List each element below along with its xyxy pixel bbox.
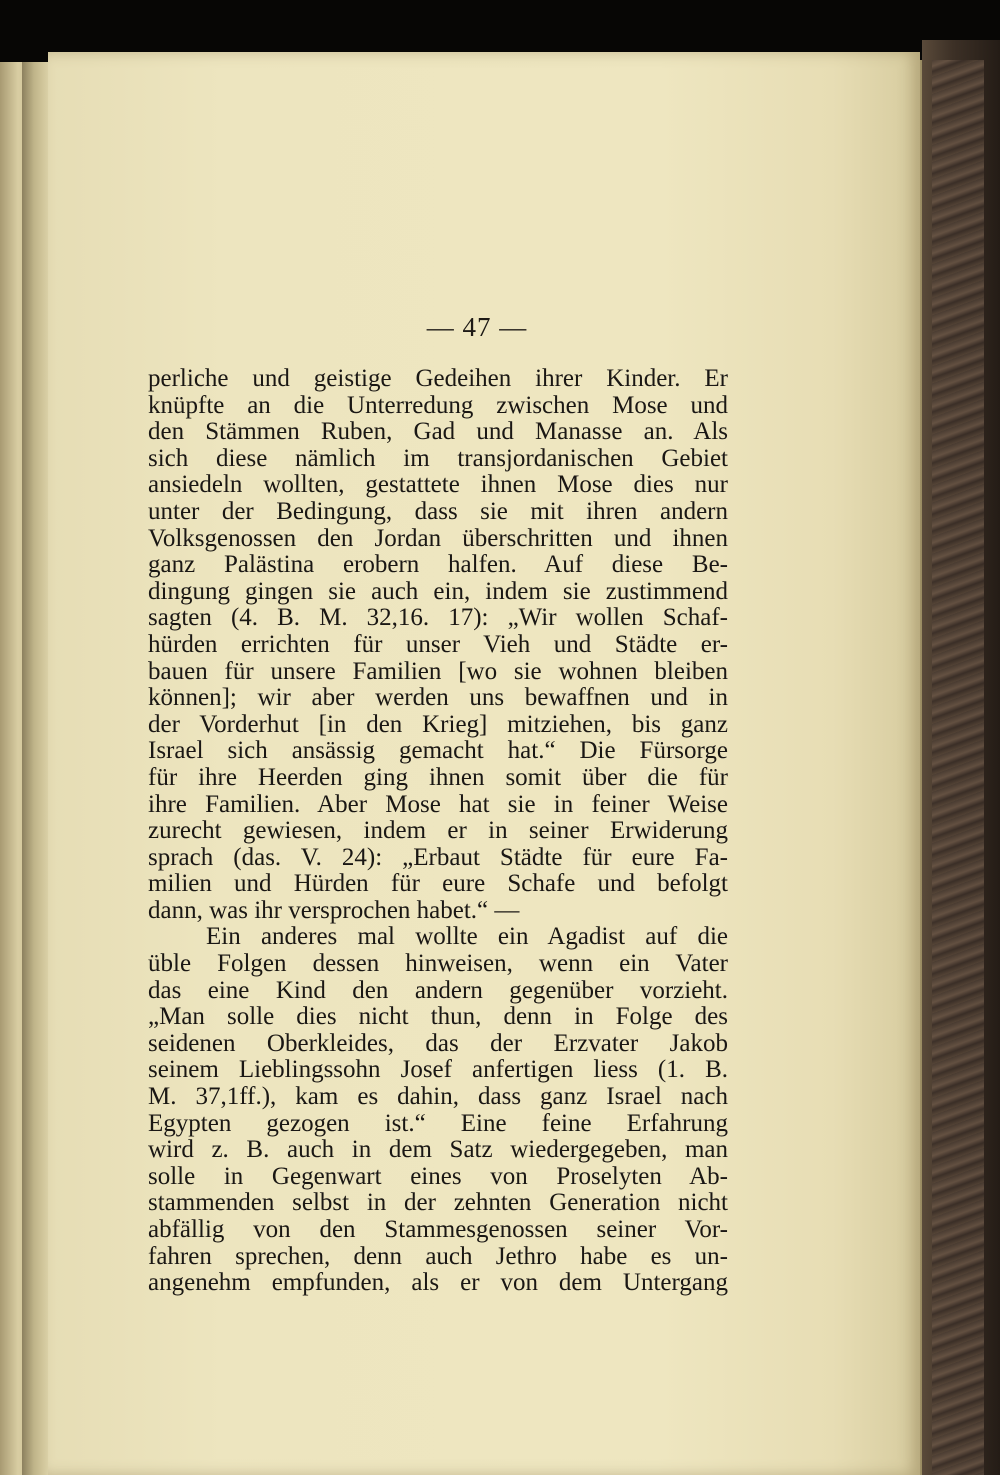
page-number: — 47 — [426,312,528,342]
text-line: ihre Familien. Aber Mose hat sie in feiner Weise [148,790,728,818]
text-line: hürden errichten für unser Vieh und Städte er- [148,630,728,658]
text-line: sich diese nämlich im transjordanischen Gebiet [148,444,728,472]
text-line: Ein anderes mal wollte ein Agadist auf die [206,923,728,951]
text-line: abfällig von den Stammesgenossen seiner Vor- [148,1216,728,1243]
text-line: Egypten gezogen ist.“ Eine feine Erfahrung [148,1109,728,1137]
text-line: sprach (das. V. 24): „Erbaut Städte für eure Fa- [148,843,728,871]
text-line: dann, was ihr versprochen habet.“ — [148,896,520,924]
text-line: dingung gingen sie auch ein, indem sie zustimmend [148,577,728,605]
text-line: milien und Hürden für eure Schafe und befolgt [148,870,728,898]
text-line: ganz Palästina erobern halfen. Auf diese Be- [148,551,728,579]
text-line: „Man solle dies nicht thun, denn in Folge des [148,1003,728,1031]
text-line: zurecht gewiesen, indem er in seiner Erwiderung [148,817,728,845]
text-line: seinem Lieblingssohn Josef anfertigen liess (1. B. [148,1056,728,1084]
text-line: unter der Bedingung, dass sie mit ihren andern [148,497,728,525]
text-line: angenehm empfunden, als er von dem Untergang [148,1269,728,1297]
text-line: fahren sprechen, denn auch Jethro habe es un- [148,1242,728,1270]
text-line: knüpfte an die Unterredung zwischen Mose und [148,391,728,419]
text-line: den Stämmen Ruben, Gad und Manasse an. Als [148,418,728,446]
text-line: können]; wir aber werden uns bewaffnen und in [148,684,728,712]
text-line: das eine Kind den andern gegenüber vorzieht. [148,976,728,1004]
text-line: sagten (4. B. M. 32,16. 17): „Wir wollen Schaf- [148,604,728,632]
text-line: Israel sich ansässig gemacht hat.“ Die Fürsorge [148,737,728,765]
text-line: M. 37,1ff.), kam es dahin, dass ganz Israel nach [148,1083,728,1111]
marbled-cover-board [932,60,984,1475]
text-line: seidenen Oberkleides, das der Erzvater Jakob [148,1029,728,1057]
text-line: für ihre Heerden ging ihnen somit über die für [148,763,728,791]
text-line: solle in Gegenwart eines von Proselyten Ab- [148,1162,728,1190]
book-page [48,52,920,1475]
text-line: der Vorderhut [in den Krieg] mitziehen, bis ganz [148,710,728,738]
text-line: Volksgenossen den Jordan überschritten und ihnen [148,524,728,552]
text-line: wird z. B. auch in dem Satz wiedergegeben, man [148,1136,728,1164]
text-line: stammenden selbst in der zehnten Generation nicht [148,1189,728,1217]
text-line: üble Folgen dessen hinweisen, wenn ein Vater [148,950,728,978]
text-line: ansiedeln wollten, gestattete ihnen Mose dies nur [148,471,728,499]
text-line: perliche und geistige Gedeihen ihrer Kinder. Er [148,365,728,392]
body-text [148,366,728,1297]
text-line: bauen für unsere Familien [wo sie wohnen bleiben [148,657,728,685]
